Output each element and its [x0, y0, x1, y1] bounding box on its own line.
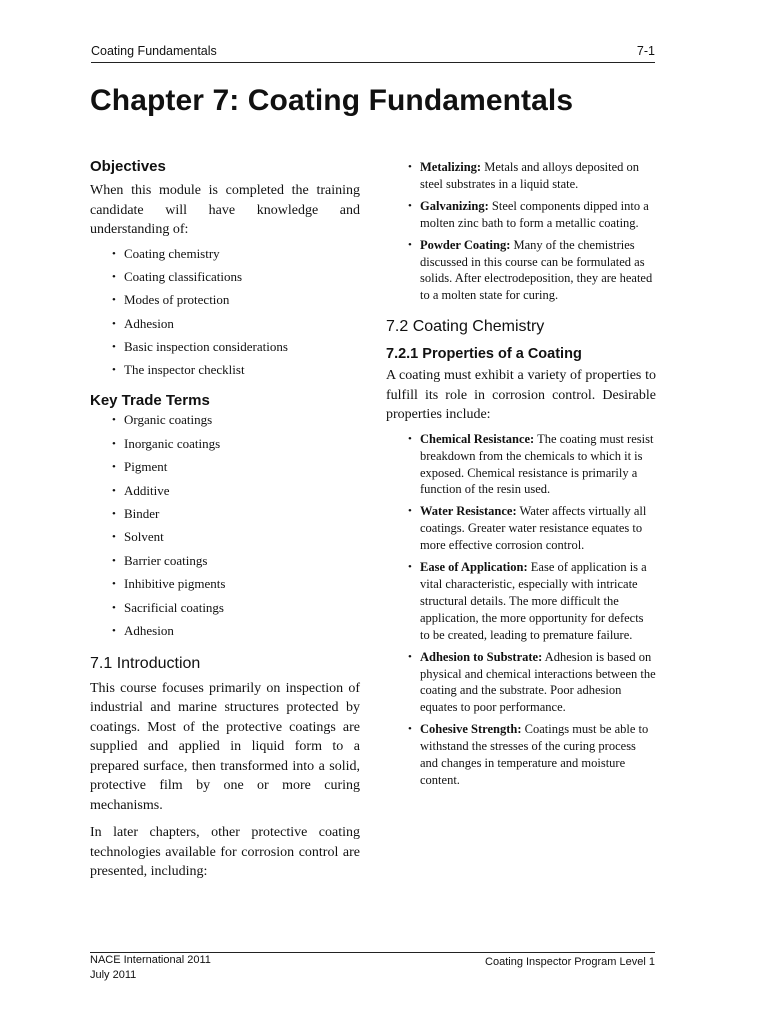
- list-item: • Coating chemistry: [90, 246, 360, 262]
- objectives-heading: Objectives: [90, 158, 166, 175]
- list-item: • Additive: [90, 483, 360, 499]
- list-item: • Binder: [90, 506, 360, 522]
- left-column: [90, 158, 360, 890]
- description: Coatings must be able to withstand the stresses of the curing process and changes in temperature and moisture content.: [420, 722, 649, 787]
- introduction-paragraph-1: This course focuses primarily on inspection of industrial and marine structures protected by coatings. Most of the protective coatings are supplied and applied in liquid form to a prepared surface, then transformed into a solid, protective film by one or more curing mechanisms.: [90, 680, 360, 813]
- running-title: Coating Fundamentals: [91, 44, 217, 58]
- page-footer: [90, 952, 655, 981]
- description: Adhesion is based on physical and chemical interactions between the coating and the substrate. Poor adhesion equates to poor performance.: [420, 649, 656, 715]
- list-item: [386, 649, 656, 717]
- description: The coating must resist breakdown from the chemicals to which it is exposed. Chemical resistance is primarily a function of the resin used.: [420, 431, 654, 497]
- list-item: • Solvent: [90, 529, 360, 545]
- list-item: • Barrier coatings: [90, 553, 360, 569]
- term: Cohesive Strength:: [420, 722, 522, 737]
- description: Many of the chemistries discussed in this course can be formulated as solids. After electrodeposition, they are heated to a molten state for curing.: [420, 237, 653, 303]
- key-terms-list: [90, 412, 360, 639]
- coating-chemistry-heading: 7.2 Coating Chemistry: [386, 318, 545, 336]
- term: Galvanizing:: [420, 198, 489, 213]
- term: Water Resistance:: [420, 504, 517, 519]
- description: Ease of application is a vital characteristic, especially with intricate structural details. The more difficult the application, the more opportunity for defects to be created, leading to premature failure.: [420, 560, 647, 642]
- page-number: 7-1: [636, 44, 655, 58]
- term: Metalizing:: [420, 160, 482, 174]
- list-item: • Inhibitive pigments: [90, 576, 360, 592]
- footer-organization: NACE International 2011: [90, 954, 211, 966]
- description: Metals and alloys deposited on steel substrates in a liquid state.: [420, 160, 640, 191]
- term: Powder Coating:: [420, 237, 511, 252]
- term: Chemical Resistance:: [420, 431, 535, 446]
- list-item: [386, 721, 656, 789]
- list-item: • Sacrificial coatings: [90, 600, 360, 616]
- objectives-list: [90, 246, 360, 379]
- term: Adhesion to Substrate:: [420, 649, 543, 664]
- list-item: • Organic coatings: [90, 412, 360, 428]
- description: Steel components dipped into a molten zinc bath to form a metallic coating.: [420, 198, 649, 230]
- list-item: • Modes of protection: [90, 292, 360, 308]
- chapter-title: Chapter 7: Coating Fundamentals: [90, 84, 574, 117]
- list-item: • Basic inspection considerations: [90, 339, 360, 355]
- list-item: • Inorganic coatings: [90, 436, 360, 452]
- list-item: • Adhesion: [90, 623, 360, 639]
- properties-intro: A coating must exhibit a variety of properties to fulfill its role in corrosion control. Desirable properties include:: [386, 368, 656, 423]
- list-item: • Adhesion: [90, 316, 360, 332]
- properties-subheading: 7.2.1 Properties of a Coating: [386, 346, 582, 363]
- objectives-intro: When this module is completed the training candidate will have knowledge and understanding of:: [90, 183, 360, 237]
- key-terms-heading: Key Trade Terms: [90, 392, 210, 410]
- page-header: [91, 42, 655, 63]
- list-item: [386, 431, 656, 499]
- footer-program: Coating Inspector Program Level 1: [485, 956, 655, 968]
- list-item: • The inspector checklist: [90, 362, 360, 378]
- list-item: [386, 237, 656, 305]
- list-item: [386, 559, 656, 644]
- introduction-heading: 7.1 Introduction: [90, 654, 201, 672]
- term: Ease of Application:: [420, 560, 528, 575]
- description: Water affects virtually all coatings. Greater water resistance equates to more effective corrosion control.: [420, 504, 647, 553]
- properties-list: [386, 431, 656, 789]
- list-item: • Coating classifications: [90, 269, 360, 285]
- footer-date: July 2011: [90, 969, 137, 981]
- list-item: • Pigment: [90, 459, 360, 475]
- technologies-list: [386, 159, 656, 304]
- right-column: [386, 159, 656, 799]
- list-item: [386, 159, 656, 193]
- list-item: [386, 198, 656, 232]
- introduction-paragraph-2: In later chapters, other protective coating technologies available for corrosion control are presented, including:: [90, 825, 360, 880]
- list-item: [386, 503, 656, 554]
